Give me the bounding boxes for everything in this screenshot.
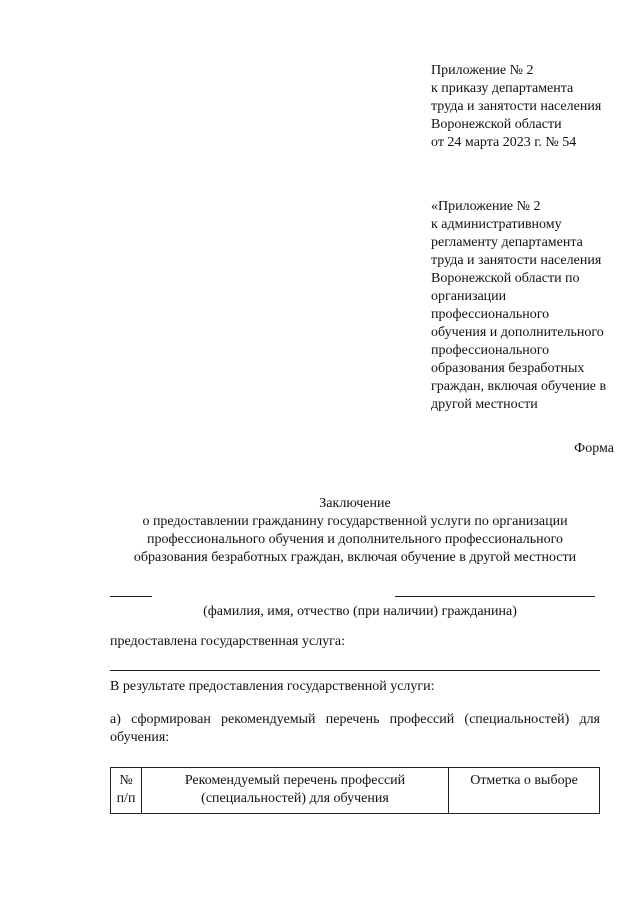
appendix-regulation-line: профессионального bbox=[431, 343, 550, 358]
appendix-regulation-line: труда и занятости населения bbox=[431, 253, 602, 268]
table-header-text: (специальностей) для обучения bbox=[201, 791, 389, 806]
document-title-line: профессионального обучения и дополнительного профессионального bbox=[146, 532, 563, 547]
appendix-main-line: к приказу департамента bbox=[431, 81, 574, 96]
document-title-line: о предоставлении гражданину государственной услуги по организации bbox=[142, 514, 568, 529]
document-title-line: образования безработных граждан, включая обучение в другой местности bbox=[133, 550, 577, 565]
appendix-main-line: Приложение № 2 bbox=[431, 63, 534, 78]
appendix-main-line: труда и занятости населения bbox=[431, 99, 602, 114]
appendix-regulation-line: профессионального bbox=[431, 307, 550, 322]
appendix-regulation-line: обучения и дополнительного bbox=[431, 325, 604, 340]
document-title bbox=[100, 495, 610, 567]
profession-list-intro bbox=[110, 711, 600, 747]
result-label: В результате предоставления государственной услуги: bbox=[110, 679, 435, 694]
appendix-main-line: Воронежской области bbox=[431, 117, 562, 132]
table-header-profession-list bbox=[142, 768, 449, 814]
appendix-regulation-line: граждан, включая обучение в bbox=[431, 379, 607, 394]
profession-table bbox=[110, 767, 600, 814]
profession-list-intro-text: а) сформирован рекомендуемый перечень профессий (специальностей) для обучения: bbox=[110, 712, 600, 745]
service-provided-label: предоставлена государственная услуга: bbox=[110, 634, 346, 649]
table-header-number bbox=[111, 768, 142, 814]
table-header-choice-mark bbox=[449, 768, 600, 814]
table-header-text: Отметка о выборе bbox=[470, 773, 578, 788]
table-header-text: п/п bbox=[116, 791, 136, 806]
citizen-name-caption: (фамилия, имя, отчество (при наличии) гражданина) bbox=[203, 604, 517, 619]
document-title-heading: Заключение bbox=[319, 496, 391, 511]
appendix-regulation-line: другой местности bbox=[431, 397, 538, 412]
citizen-name-line-left bbox=[110, 596, 152, 597]
appendix-regulation-line: регламенту департамента bbox=[431, 235, 583, 250]
appendix-main-line: от 24 марта 2023 г. № 54 bbox=[431, 135, 577, 150]
table-header-row bbox=[111, 768, 600, 814]
appendix-regulation-line: организации bbox=[431, 289, 507, 304]
appendix-regulation-line: Воронежской области по bbox=[431, 271, 580, 286]
citizen-name-line-right bbox=[395, 596, 595, 597]
form-label: Форма bbox=[574, 441, 614, 456]
table-header-text: № bbox=[119, 773, 133, 788]
appendix-regulation-line: образования безработных bbox=[431, 361, 585, 376]
appendix-regulation-header bbox=[431, 198, 606, 414]
appendix-main-header bbox=[431, 62, 601, 152]
appendix-regulation-line: к административному bbox=[431, 217, 562, 232]
appendix-regulation-line: «Приложение № 2 bbox=[431, 199, 541, 214]
table-header-text: Рекомендуемый перечень профессий bbox=[184, 773, 406, 788]
service-fill-line bbox=[110, 670, 600, 671]
